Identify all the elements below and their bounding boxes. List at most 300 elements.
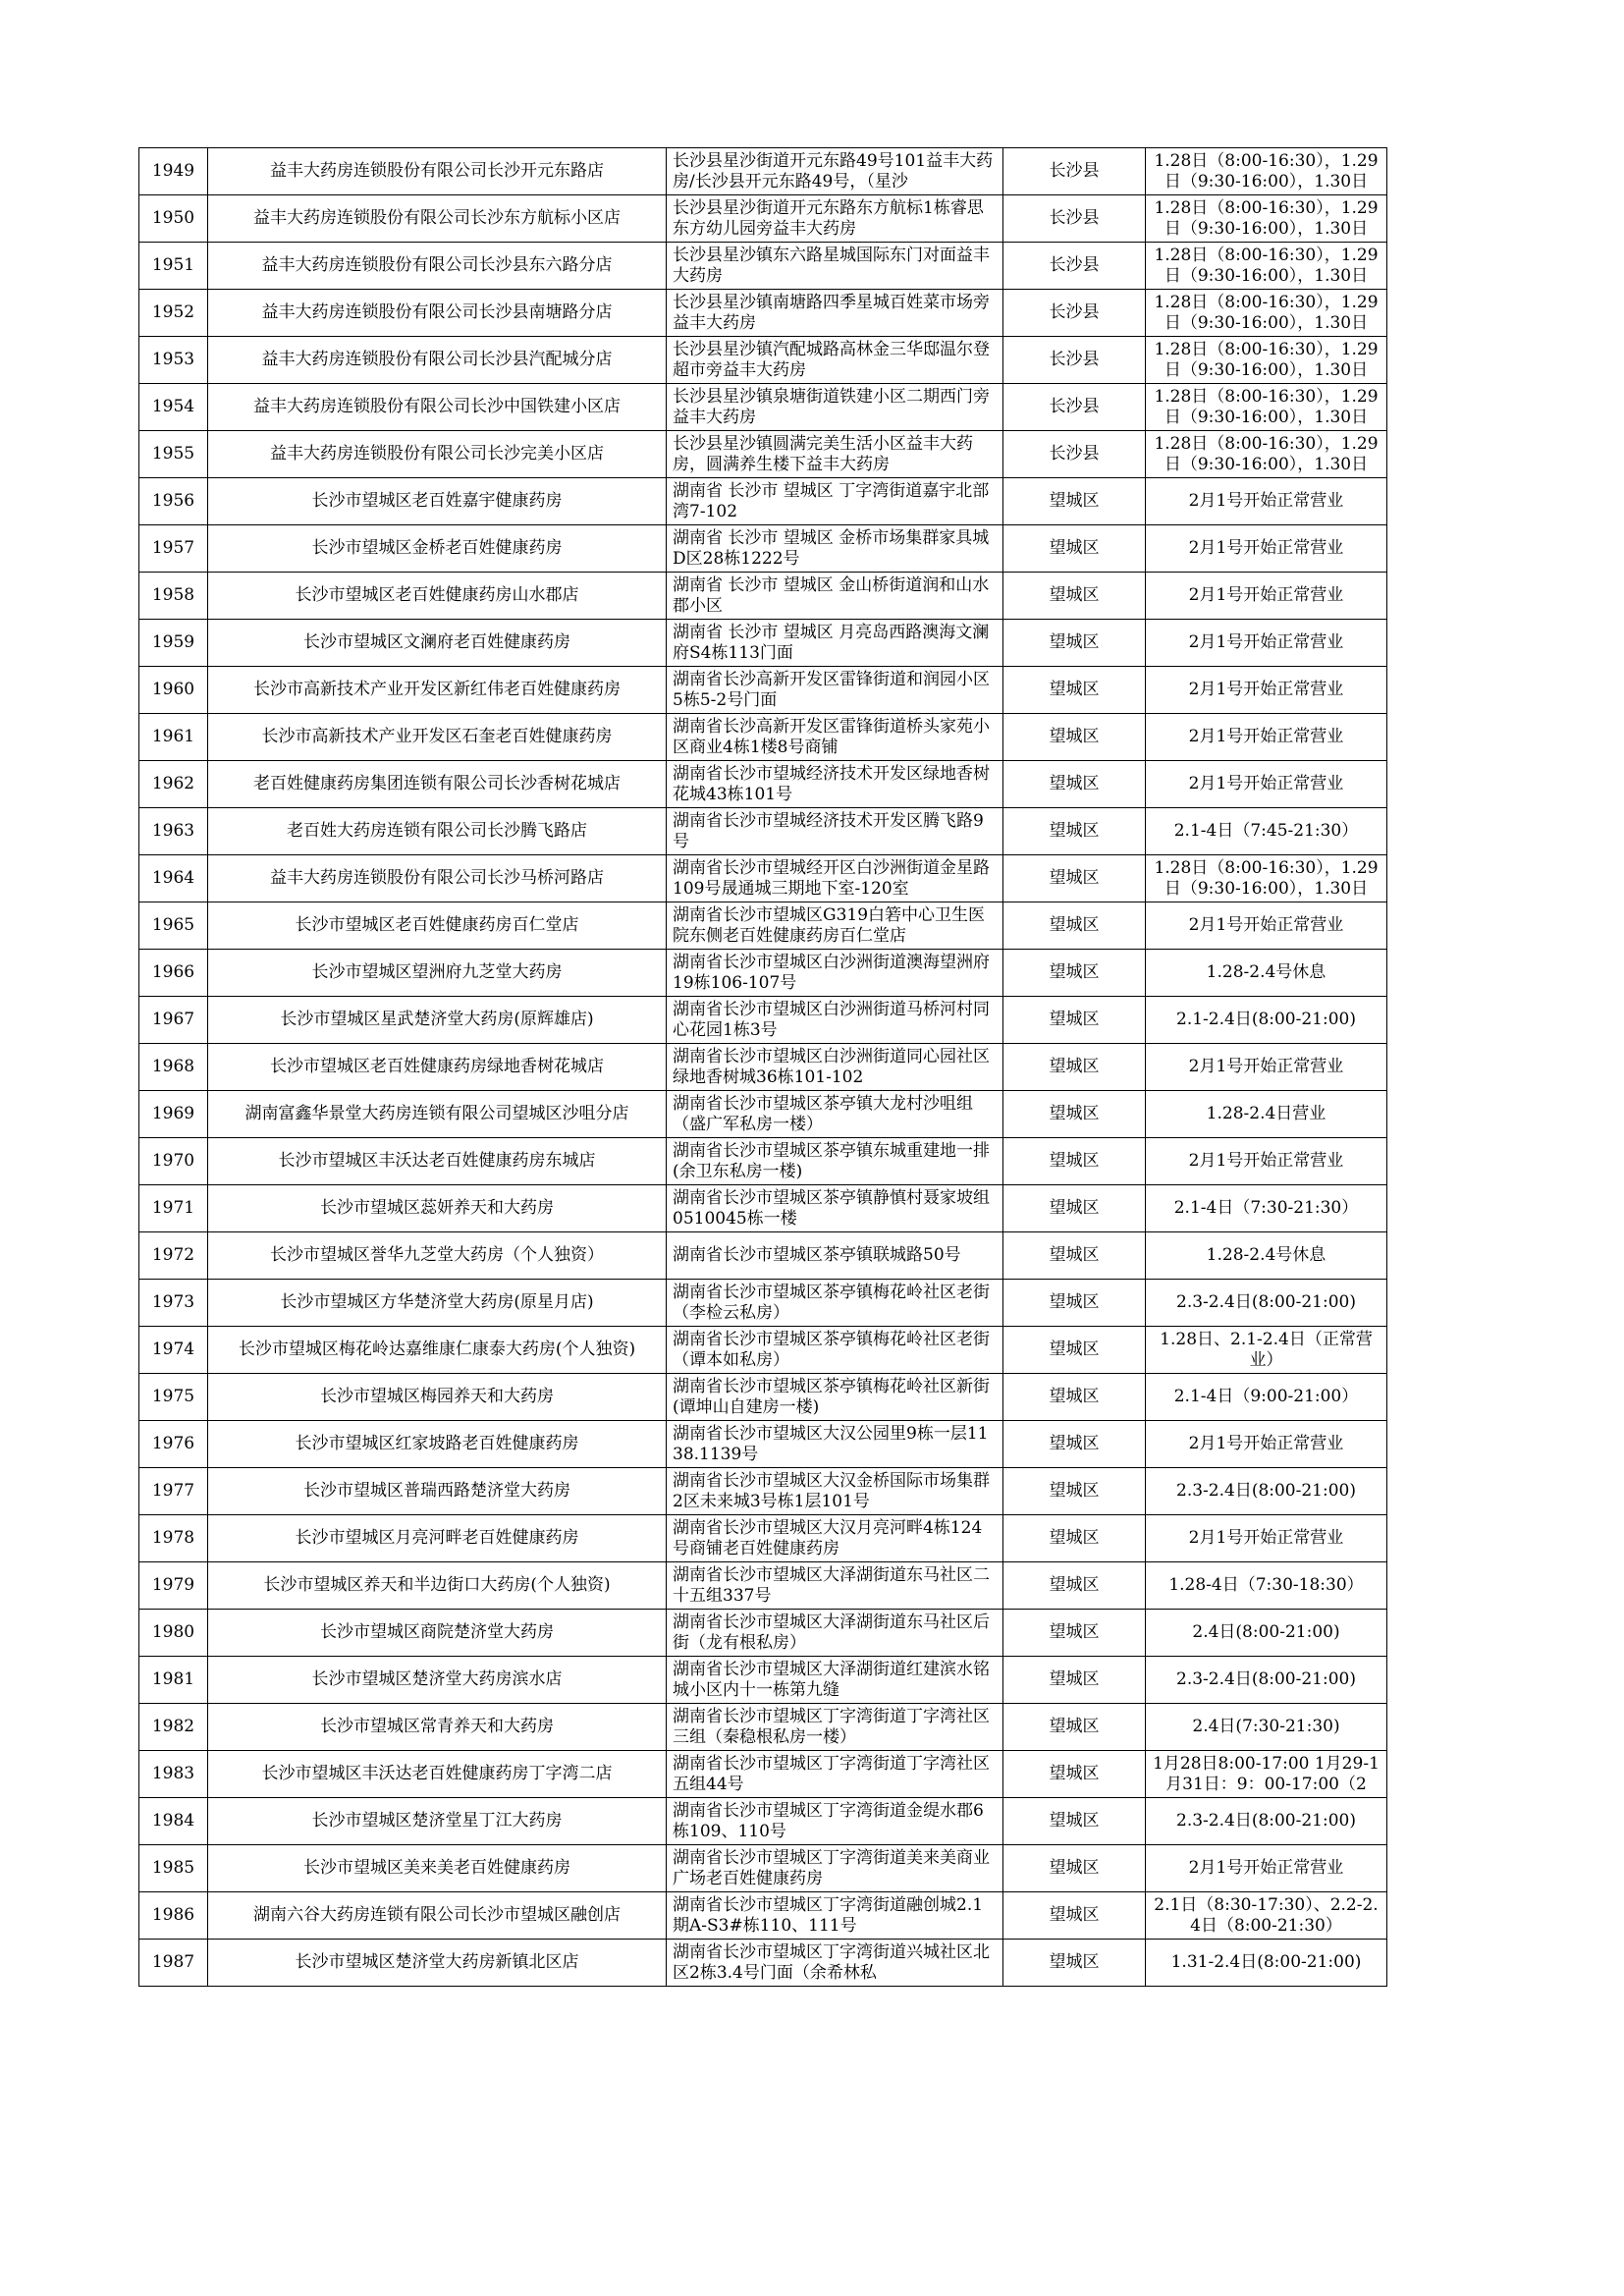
pharmacy-name: 益丰大药房连锁股份有限公司长沙县东六路分店 (261, 255, 613, 275)
business-hours: 2月1号开始正常营业 (1188, 774, 1344, 793)
table-row (139, 855, 1387, 902)
row-number-cell (139, 950, 208, 997)
business-hours-cell (1146, 1327, 1387, 1374)
pharmacy-address: 湖南省长沙市望城区丁字湾街道兴城社区北区2栋3.4号门面（余希林私 (673, 1941, 990, 1983)
row-number-cell (139, 1657, 208, 1704)
row-number: 1969 (151, 1104, 195, 1123)
row-number-cell (139, 1374, 208, 1421)
business-hours-cell (1146, 855, 1387, 902)
district: 望城区 (1049, 1292, 1100, 1312)
district: 望城区 (1049, 585, 1100, 605)
business-hours: 2.1日（8:30-17:30）、2.2-2.4日（8:00-21:30） (1154, 1894, 1379, 1936)
pharmacy-name-cell (208, 667, 667, 714)
pharmacy-name-cell (208, 808, 667, 855)
table-row (139, 1468, 1387, 1515)
pharmacy-address: 湖南省长沙市望城区丁字湾街道丁字湾社区三组（秦稳根私房一楼） (673, 1706, 990, 1747)
row-number-cell (139, 1515, 208, 1562)
row-number: 1956 (151, 491, 195, 511)
pharmacy-address: 湖南省长沙市望城区茶亭镇梅花岭社区老街（李检云私房） (673, 1282, 990, 1323)
district-cell (1003, 1327, 1146, 1374)
row-number-cell (139, 1610, 208, 1657)
table-row (139, 1280, 1387, 1327)
district: 望城区 (1049, 632, 1100, 652)
row-number: 1961 (151, 727, 195, 746)
pharmacy-address: 湖南省长沙市望城区大汉公园里9栋一层1138.1139号 (673, 1423, 989, 1464)
pharmacy-name: 长沙市高新技术产业开发区石奎老百姓健康药房 (261, 727, 613, 746)
pharmacy-name-cell (208, 1280, 667, 1327)
district-cell (1003, 525, 1146, 573)
pharmacy-name-cell (208, 1562, 667, 1610)
business-hours-cell (1146, 1185, 1387, 1232)
row-number: 1981 (151, 1669, 195, 1689)
district: 望城区 (1049, 1622, 1100, 1642)
district: 望城区 (1049, 1575, 1100, 1595)
business-hours-cell (1146, 808, 1387, 855)
business-hours: 2.3-2.4日(8:00-21:00) (1176, 1669, 1356, 1689)
table-row (139, 950, 1387, 997)
business-hours: 2月1号开始正常营业 (1188, 1858, 1344, 1878)
pharmacy-name: 长沙市望城区老百姓健康药房百仁堂店 (295, 915, 579, 935)
pharmacy-name: 长沙市望城区月亮河畔老百姓健康药房 (295, 1528, 579, 1548)
district: 望城区 (1049, 1104, 1100, 1123)
table-row (139, 808, 1387, 855)
table-row (139, 1232, 1387, 1280)
pharmacy-address: 湖南省长沙市望城区丁字湾街道丁字湾社区五组44号 (673, 1753, 990, 1794)
pharmacy-name: 益丰大药房连锁股份有限公司长沙中国铁建小区店 (253, 397, 621, 416)
pharmacy-name: 长沙市望城区老百姓嘉宇健康药房 (311, 491, 563, 511)
row-number-cell (139, 478, 208, 525)
row-number: 1967 (151, 1010, 195, 1029)
table-row (139, 337, 1387, 384)
row-number: 1952 (151, 302, 195, 322)
row-number-cell (139, 1280, 208, 1327)
table-row (139, 667, 1387, 714)
business-hours-cell (1146, 1562, 1387, 1610)
district: 长沙县 (1049, 444, 1100, 464)
district-cell (1003, 148, 1146, 195)
table-row (139, 1657, 1387, 1704)
pharmacy-name-cell (208, 902, 667, 950)
table-row (139, 1940, 1387, 1987)
pharmacy-address-cell (667, 1185, 1003, 1232)
pharmacy-address-cell (667, 1610, 1003, 1657)
pharmacy-name-cell (208, 1798, 667, 1845)
row-number: 1964 (151, 868, 195, 888)
row-number: 1978 (151, 1528, 195, 1548)
pharmacy-name-cell (208, 337, 667, 384)
pharmacy-address: 长沙县星沙镇南塘路四季星城百姓菜市场旁益丰大药房 (673, 292, 990, 333)
district: 望城区 (1049, 1717, 1100, 1736)
row-number: 1966 (151, 962, 195, 982)
row-number-cell (139, 761, 208, 808)
district: 望城区 (1049, 1387, 1100, 1406)
table-row (139, 1421, 1387, 1468)
table-row (139, 1374, 1387, 1421)
row-number-cell (139, 1091, 208, 1138)
district: 望城区 (1049, 1151, 1100, 1171)
district-cell (1003, 195, 1146, 243)
pharmacy-name: 长沙市望城区誉华九芝堂大药房（个人独资） (270, 1245, 604, 1265)
pharmacy-name-cell (208, 1232, 667, 1280)
district: 望城区 (1049, 868, 1100, 888)
pharmacy-name-cell (208, 384, 667, 431)
pharmacy-address: 湖南省长沙市望城区大泽湖街道东马社区二十五组337号 (673, 1564, 990, 1606)
business-hours: 2月1号开始正常营业 (1188, 585, 1344, 605)
pharmacy-name-cell (208, 1421, 667, 1468)
pharmacy-name: 长沙市望城区美来美老百姓健康药房 (303, 1858, 570, 1878)
district-cell (1003, 620, 1146, 667)
pharmacy-name: 长沙市望城区常青养天和大药房 (320, 1717, 554, 1736)
business-hours-cell (1146, 1892, 1387, 1940)
business-hours: 1.28日（8:00-16:30），1.29日（9:30-16:00），1.30日 (1154, 857, 1379, 899)
row-number: 1974 (151, 1339, 195, 1359)
pharmacy-name-cell (208, 243, 667, 290)
district: 望城区 (1049, 727, 1100, 746)
table-row (139, 1138, 1387, 1185)
table-row (139, 431, 1387, 478)
business-hours-cell (1146, 243, 1387, 290)
table-row (139, 1044, 1387, 1091)
pharmacy-name-cell (208, 1185, 667, 1232)
pharmacy-name: 长沙市望城区金桥老百姓健康药房 (311, 538, 563, 558)
pharmacy-name-cell (208, 1138, 667, 1185)
row-number: 1962 (151, 774, 195, 793)
row-number: 1979 (151, 1575, 195, 1595)
pharmacy-name: 长沙市望城区星武楚济堂大药房(原辉雄店) (280, 1010, 594, 1029)
row-number-cell (139, 855, 208, 902)
pharmacy-name-cell (208, 1940, 667, 1987)
pharmacy-name-cell (208, 620, 667, 667)
district-cell (1003, 1940, 1146, 1987)
business-hours: 1.28日（8:00-16:30），1.29日（9:30-16:00），1.30日 (1154, 150, 1379, 191)
business-hours-cell (1146, 1091, 1387, 1138)
business-hours-cell (1146, 761, 1387, 808)
business-hours: 1.28-4日（7:30-18:30） (1168, 1575, 1364, 1595)
pharmacy-name-cell (208, 195, 667, 243)
pharmacy-address: 湖南省长沙市望城区白沙洲街道澳海望洲府19栋106-107号 (673, 952, 990, 993)
row-number: 1986 (151, 1905, 195, 1925)
row-number: 1950 (151, 208, 195, 228)
pharmacy-address: 湖南省 长沙市 望城区 金山桥街道润和山水郡小区 (673, 574, 990, 616)
table-row (139, 148, 1387, 195)
district-cell (1003, 950, 1146, 997)
business-hours-cell (1146, 431, 1387, 478)
district-cell (1003, 337, 1146, 384)
business-hours: 2月1号开始正常营业 (1188, 538, 1344, 558)
business-hours: 1.31-2.4日(8:00-21:00) (1170, 1952, 1362, 1972)
pharmacy-address-cell (667, 1704, 1003, 1751)
pharmacy-address: 湖南省长沙高新开发区雷锋街道桥头家苑小区商业4栋1楼8号商铺 (673, 716, 990, 757)
district: 望城区 (1049, 915, 1100, 935)
pharmacy-address-cell (667, 808, 1003, 855)
table-row (139, 620, 1387, 667)
business-hours-cell (1146, 1657, 1387, 1704)
row-number: 1975 (151, 1387, 195, 1406)
business-hours-cell (1146, 714, 1387, 761)
pharmacy-address-cell (667, 902, 1003, 950)
row-number: 1970 (151, 1151, 195, 1171)
pharmacy-address-cell (667, 1515, 1003, 1562)
table-row (139, 525, 1387, 573)
district-cell (1003, 1185, 1146, 1232)
pharmacy-address: 湖南省 长沙市 望城区 丁字湾街道嘉宇北部湾7-102 (673, 480, 990, 521)
business-hours-cell (1146, 1468, 1387, 1515)
row-number-cell (139, 195, 208, 243)
row-number-cell (139, 620, 208, 667)
district: 长沙县 (1049, 255, 1100, 275)
district-cell (1003, 1280, 1146, 1327)
pharmacy-address-cell (667, 714, 1003, 761)
pharmacy-name: 益丰大药房连锁股份有限公司长沙马桥河路店 (270, 868, 604, 888)
pharmacy-name: 长沙市高新技术产业开发区新红伟老百姓健康药房 (253, 680, 621, 699)
pharmacy-address-cell (667, 620, 1003, 667)
business-hours-cell (1146, 1421, 1387, 1468)
business-hours: 2月1号开始正常营业 (1188, 680, 1344, 699)
district-cell (1003, 1138, 1146, 1185)
row-number: 1953 (151, 350, 195, 369)
pharmacy-name: 长沙市望城区望洲府九芝堂大药房 (311, 962, 563, 982)
pharmacy-name-cell (208, 525, 667, 573)
district-cell (1003, 1515, 1146, 1562)
district: 望城区 (1049, 1057, 1100, 1076)
pharmacy-address-cell (667, 950, 1003, 997)
business-hours: 2月1号开始正常营业 (1188, 915, 1344, 935)
row-number: 1954 (151, 397, 195, 416)
row-number: 1965 (151, 915, 195, 935)
pharmacy-address: 湖南省长沙市望城区大汉月亮河畔4栋124号商铺老百姓健康药房 (673, 1517, 983, 1558)
district: 望城区 (1049, 680, 1100, 699)
district: 望城区 (1049, 1952, 1100, 1972)
row-number-cell (139, 148, 208, 195)
business-hours-cell (1146, 997, 1387, 1044)
pharmacy-name: 长沙市望城区商院楚济堂大药房 (320, 1622, 554, 1642)
district-cell (1003, 1232, 1146, 1280)
pharmacy-name-cell (208, 148, 667, 195)
business-hours: 1.28日、2.1-2.4日（正常营业） (1160, 1329, 1373, 1370)
pharmacy-address: 湖南省长沙市望城经济技术开发区绿地香树花城43栋101号 (673, 763, 990, 804)
business-hours: 1.28日（8:00-16:30），1.29日（9:30-16:00），1.30日 (1154, 245, 1379, 286)
row-number-cell (139, 384, 208, 431)
pharmacy-address-cell (667, 761, 1003, 808)
table-row (139, 384, 1387, 431)
row-number-cell (139, 1704, 208, 1751)
business-hours: 2.3-2.4日(8:00-21:00) (1176, 1292, 1356, 1312)
pharmacy-name: 益丰大药房连锁股份有限公司长沙东方航标小区店 (253, 208, 621, 228)
business-hours-cell (1146, 337, 1387, 384)
pharmacy-name-cell (208, 1892, 667, 1940)
district-cell (1003, 1044, 1146, 1091)
pharmacy-address-cell (667, 1044, 1003, 1091)
row-number-cell (139, 573, 208, 620)
row-number: 1972 (151, 1245, 195, 1265)
pharmacy-address: 长沙县星沙镇圆满完美生活小区益丰大药房，圆满养生楼下益丰大药房 (673, 433, 973, 474)
pharmacy-name: 长沙市望城区红家坡路老百姓健康药房 (295, 1434, 579, 1453)
district-cell (1003, 431, 1146, 478)
district: 长沙县 (1049, 161, 1100, 181)
business-hours-cell (1146, 384, 1387, 431)
district-cell (1003, 1421, 1146, 1468)
table-row (139, 1185, 1387, 1232)
district-cell (1003, 761, 1146, 808)
pharmacy-address: 湖南省长沙市望城区G319白箬中心卫生医院东侧老百姓健康药房百仁堂店 (673, 904, 986, 946)
district-cell (1003, 855, 1146, 902)
district-cell (1003, 997, 1146, 1044)
district-cell (1003, 1468, 1146, 1515)
district-cell (1003, 1892, 1146, 1940)
business-hours-cell (1146, 1704, 1387, 1751)
pharmacy-address: 湖南省 长沙市 望城区 月亮岛西路澳海文澜府S4栋113门面 (673, 622, 990, 663)
pharmacy-address: 长沙县星沙镇汽配城路高林金三华邸温尔登超市旁益丰大药房 (673, 339, 990, 380)
pharmacy-address-cell (667, 1421, 1003, 1468)
pharmacy-name-cell (208, 573, 667, 620)
district-cell (1003, 902, 1146, 950)
row-number: 1983 (151, 1764, 195, 1783)
pharmacy-address-cell (667, 1138, 1003, 1185)
pharmacy-address: 湖南省长沙市望城区茶亭镇大龙村沙咀组（盛广军私房一楼） (673, 1093, 973, 1134)
pharmacy-name: 长沙市望城区老百姓健康药房山水郡店 (295, 585, 579, 605)
row-number: 1976 (151, 1434, 195, 1453)
business-hours-cell (1146, 950, 1387, 997)
business-hours: 2月1号开始正常营业 (1188, 1057, 1344, 1076)
business-hours: 2.3-2.4日(8:00-21:00) (1176, 1481, 1356, 1501)
district: 望城区 (1049, 1669, 1100, 1689)
district: 望城区 (1049, 962, 1100, 982)
row-number-cell (139, 902, 208, 950)
pharmacy-address-cell (667, 667, 1003, 714)
pharmacy-name-cell (208, 950, 667, 997)
pharmacy-address: 湖南省长沙市望城区大汉金桥国际市场集群2区未来城3号栋1层101号 (673, 1470, 990, 1511)
district-cell (1003, 1657, 1146, 1704)
pharmacy-name: 长沙市望城区养天和半边街口大药房(个人独资) (263, 1575, 611, 1595)
district: 长沙县 (1049, 397, 1100, 416)
pharmacy-list-sheet (138, 147, 1386, 1987)
business-hours: 2.1-4日（7:30-21:30） (1173, 1198, 1359, 1218)
business-hours-cell (1146, 148, 1387, 195)
pharmacy-address-cell (667, 384, 1003, 431)
pharmacy-address-cell (667, 1940, 1003, 1987)
district-cell (1003, 1751, 1146, 1798)
row-number-cell (139, 714, 208, 761)
pharmacy-name: 湖南六谷大药房连锁有限公司长沙市望城区融创店 (253, 1905, 621, 1925)
district: 望城区 (1049, 1811, 1100, 1831)
district: 长沙县 (1049, 302, 1100, 322)
business-hours-cell (1146, 1610, 1387, 1657)
row-number-cell (139, 1940, 208, 1987)
row-number: 1959 (151, 632, 195, 652)
business-hours: 1.28日（8:00-16:30），1.29日（9:30-16:00），1.30日 (1154, 433, 1379, 474)
pharmacy-address: 湖南省长沙市望城区丁字湾街道美来美商业广场老百姓健康药房 (673, 1847, 990, 1888)
district-cell (1003, 573, 1146, 620)
business-hours: 1.28-2.4号休息 (1206, 1245, 1326, 1265)
business-hours-cell (1146, 667, 1387, 714)
pharmacy-name-cell (208, 1515, 667, 1562)
pharmacy-name-cell (208, 1657, 667, 1704)
district: 望城区 (1049, 1481, 1100, 1501)
table-row (139, 1892, 1387, 1940)
pharmacy-address-cell (667, 195, 1003, 243)
district-cell (1003, 243, 1146, 290)
business-hours-cell (1146, 1044, 1387, 1091)
pharmacy-address: 长沙县星沙镇东六路星城国际东门对面益丰大药房 (673, 245, 990, 286)
row-number-cell (139, 1798, 208, 1845)
row-number: 1949 (151, 161, 195, 181)
table-row (139, 1798, 1387, 1845)
row-number-cell (139, 808, 208, 855)
business-hours: 2.1-4日（7:45-21:30） (1173, 821, 1359, 841)
pharmacy-name-cell (208, 431, 667, 478)
pharmacy-name-cell (208, 1751, 667, 1798)
row-number-cell (139, 1138, 208, 1185)
business-hours-cell (1146, 1798, 1387, 1845)
row-number-cell (139, 431, 208, 478)
pharmacy-address: 湖南省长沙市望城经济技术开发区腾飞路9号 (673, 810, 984, 851)
row-number: 1987 (151, 1952, 195, 1972)
district: 望城区 (1049, 1339, 1100, 1359)
business-hours: 2.4日(8:00-21:00) (1192, 1622, 1340, 1642)
pharmacy-address: 湖南省 长沙市 望城区 金桥市场集群家具城D区28栋1222号 (673, 527, 990, 569)
table-row (139, 997, 1387, 1044)
pharmacy-name-cell (208, 997, 667, 1044)
row-number-cell (139, 525, 208, 573)
pharmacy-address: 长沙县星沙街道开元东路49号101益丰大药房/长沙县开元东路49号，（星沙 (673, 150, 994, 191)
district-cell (1003, 478, 1146, 525)
business-hours-cell (1146, 620, 1387, 667)
pharmacy-name: 长沙市望城区普瑞西路楚济堂大药房 (303, 1481, 570, 1501)
business-hours: 2月1号开始正常营业 (1188, 491, 1344, 511)
pharmacy-address-cell (667, 1327, 1003, 1374)
pharmacy-name: 长沙市望城区方华楚济堂大药房(原星月店) (280, 1292, 594, 1312)
pharmacy-address-cell (667, 573, 1003, 620)
business-hours-cell (1146, 1374, 1387, 1421)
business-hours: 2.1-2.4日(8:00-21:00) (1176, 1010, 1356, 1029)
pharmacy-name-cell (208, 1468, 667, 1515)
district: 望城区 (1049, 1905, 1100, 1925)
pharmacy-address: 湖南省长沙市望城区大泽湖街道东马社区后街（龙有根私房） (673, 1612, 990, 1653)
row-number: 1958 (151, 585, 195, 605)
business-hours: 1.28日（8:00-16:30），1.29日（9:30-16:00），1.30日 (1154, 197, 1379, 239)
row-number: 1985 (151, 1858, 195, 1878)
pharmacy-name: 长沙市望城区丰沃达老百姓健康药房丁字湾二店 (261, 1764, 613, 1783)
pharmacy-name: 长沙市望城区文澜府老百姓健康药房 (303, 632, 570, 652)
pharmacy-address: 湖南省长沙市望城区茶亭镇梅花岭社区老街（谭本如私房） (673, 1329, 990, 1370)
pharmacy-address-cell (667, 1845, 1003, 1892)
pharmacy-address: 湖南省长沙市望城区茶亭镇联城路50号 (673, 1245, 961, 1265)
business-hours-cell (1146, 525, 1387, 573)
business-hours: 1.28-2.4日营业 (1206, 1104, 1326, 1123)
pharmacy-name-cell (208, 290, 667, 337)
pharmacy-name: 长沙市望城区蕊妍养天和大药房 (320, 1198, 554, 1218)
row-number-cell (139, 290, 208, 337)
business-hours-cell (1146, 1515, 1387, 1562)
district-cell (1003, 667, 1146, 714)
pharmacy-address: 湖南省长沙市望城经开区白沙洲街道金星路109号晟通城三期地下室-120室 (673, 857, 990, 899)
table-row (139, 1610, 1387, 1657)
pharmacy-name: 长沙市望城区梅花岭达嘉维康仁康泰大药房(个人独资) (238, 1339, 636, 1359)
district: 望城区 (1049, 538, 1100, 558)
pharmacy-name: 益丰大药房连锁股份有限公司长沙完美小区店 (270, 444, 604, 464)
pharmacy-name-cell (208, 1327, 667, 1374)
row-number-cell (139, 1892, 208, 1940)
business-hours: 2月1号开始正常营业 (1188, 727, 1344, 746)
business-hours: 1.28日（8:00-16:30），1.29日（9:30-16:00），1.30日 (1154, 292, 1379, 333)
district: 长沙县 (1049, 350, 1100, 369)
row-number: 1980 (151, 1622, 195, 1642)
row-number-cell (139, 1421, 208, 1468)
district: 望城区 (1049, 1245, 1100, 1265)
pharmacy-address: 湖南省长沙高新开发区雷锋街道和润园小区5栋5-2号门面 (673, 669, 990, 710)
district-cell (1003, 1610, 1146, 1657)
district-cell (1003, 1091, 1146, 1138)
